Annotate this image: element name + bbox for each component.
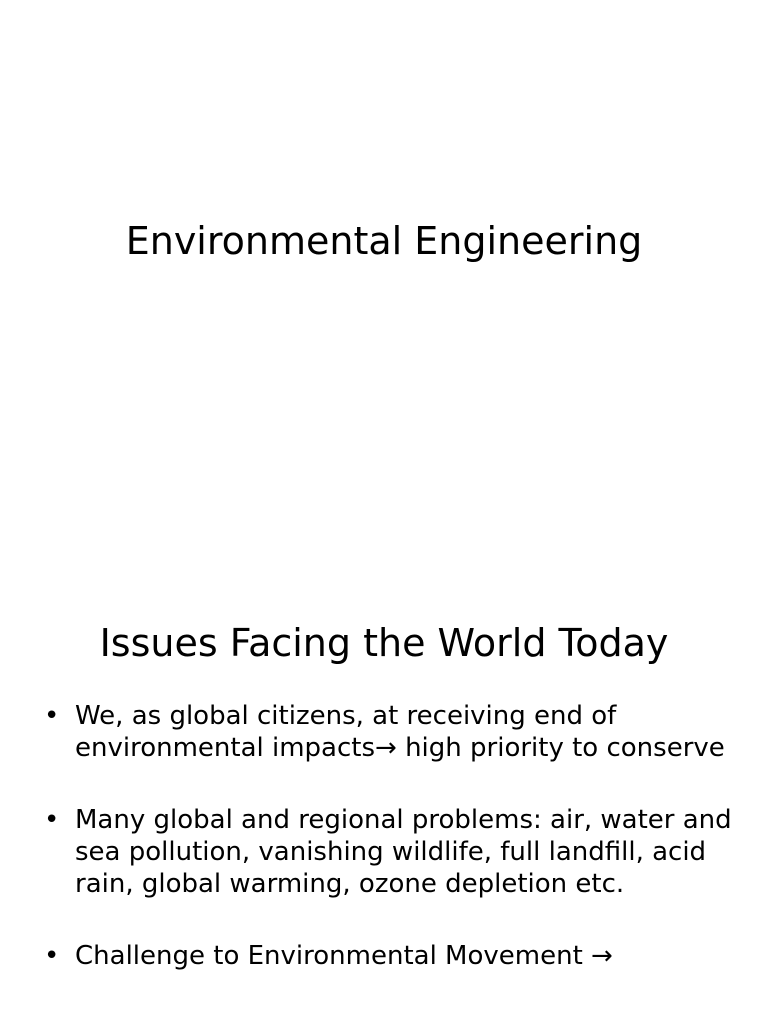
bullet-list xyxy=(0,700,768,1012)
bullet-item-1 xyxy=(0,700,768,764)
bullet-item-2 xyxy=(0,804,768,900)
bullet-icon: • xyxy=(44,701,60,731)
bullet-item-3 xyxy=(0,940,768,972)
bullet-text-1: We, as global citizens, at receiving end of environmental impacts→ high priority to conserve xyxy=(75,701,725,763)
bullet-text-3: Challenge to Environmental Movement → xyxy=(75,941,613,971)
slide-2 xyxy=(0,576,768,1024)
bullet-icon: • xyxy=(44,805,60,835)
bullet-text-2: Many global and regional problems: air, water and sea pollution, vanishing wildlife, full landfill, acid rain, global warming, ozone depletion etc. xyxy=(75,805,732,899)
slide-2-title: Issues Facing the World Today xyxy=(99,621,669,665)
slide-1-title: Environmental Engineering xyxy=(125,219,643,263)
bullet-icon: • xyxy=(44,941,60,971)
